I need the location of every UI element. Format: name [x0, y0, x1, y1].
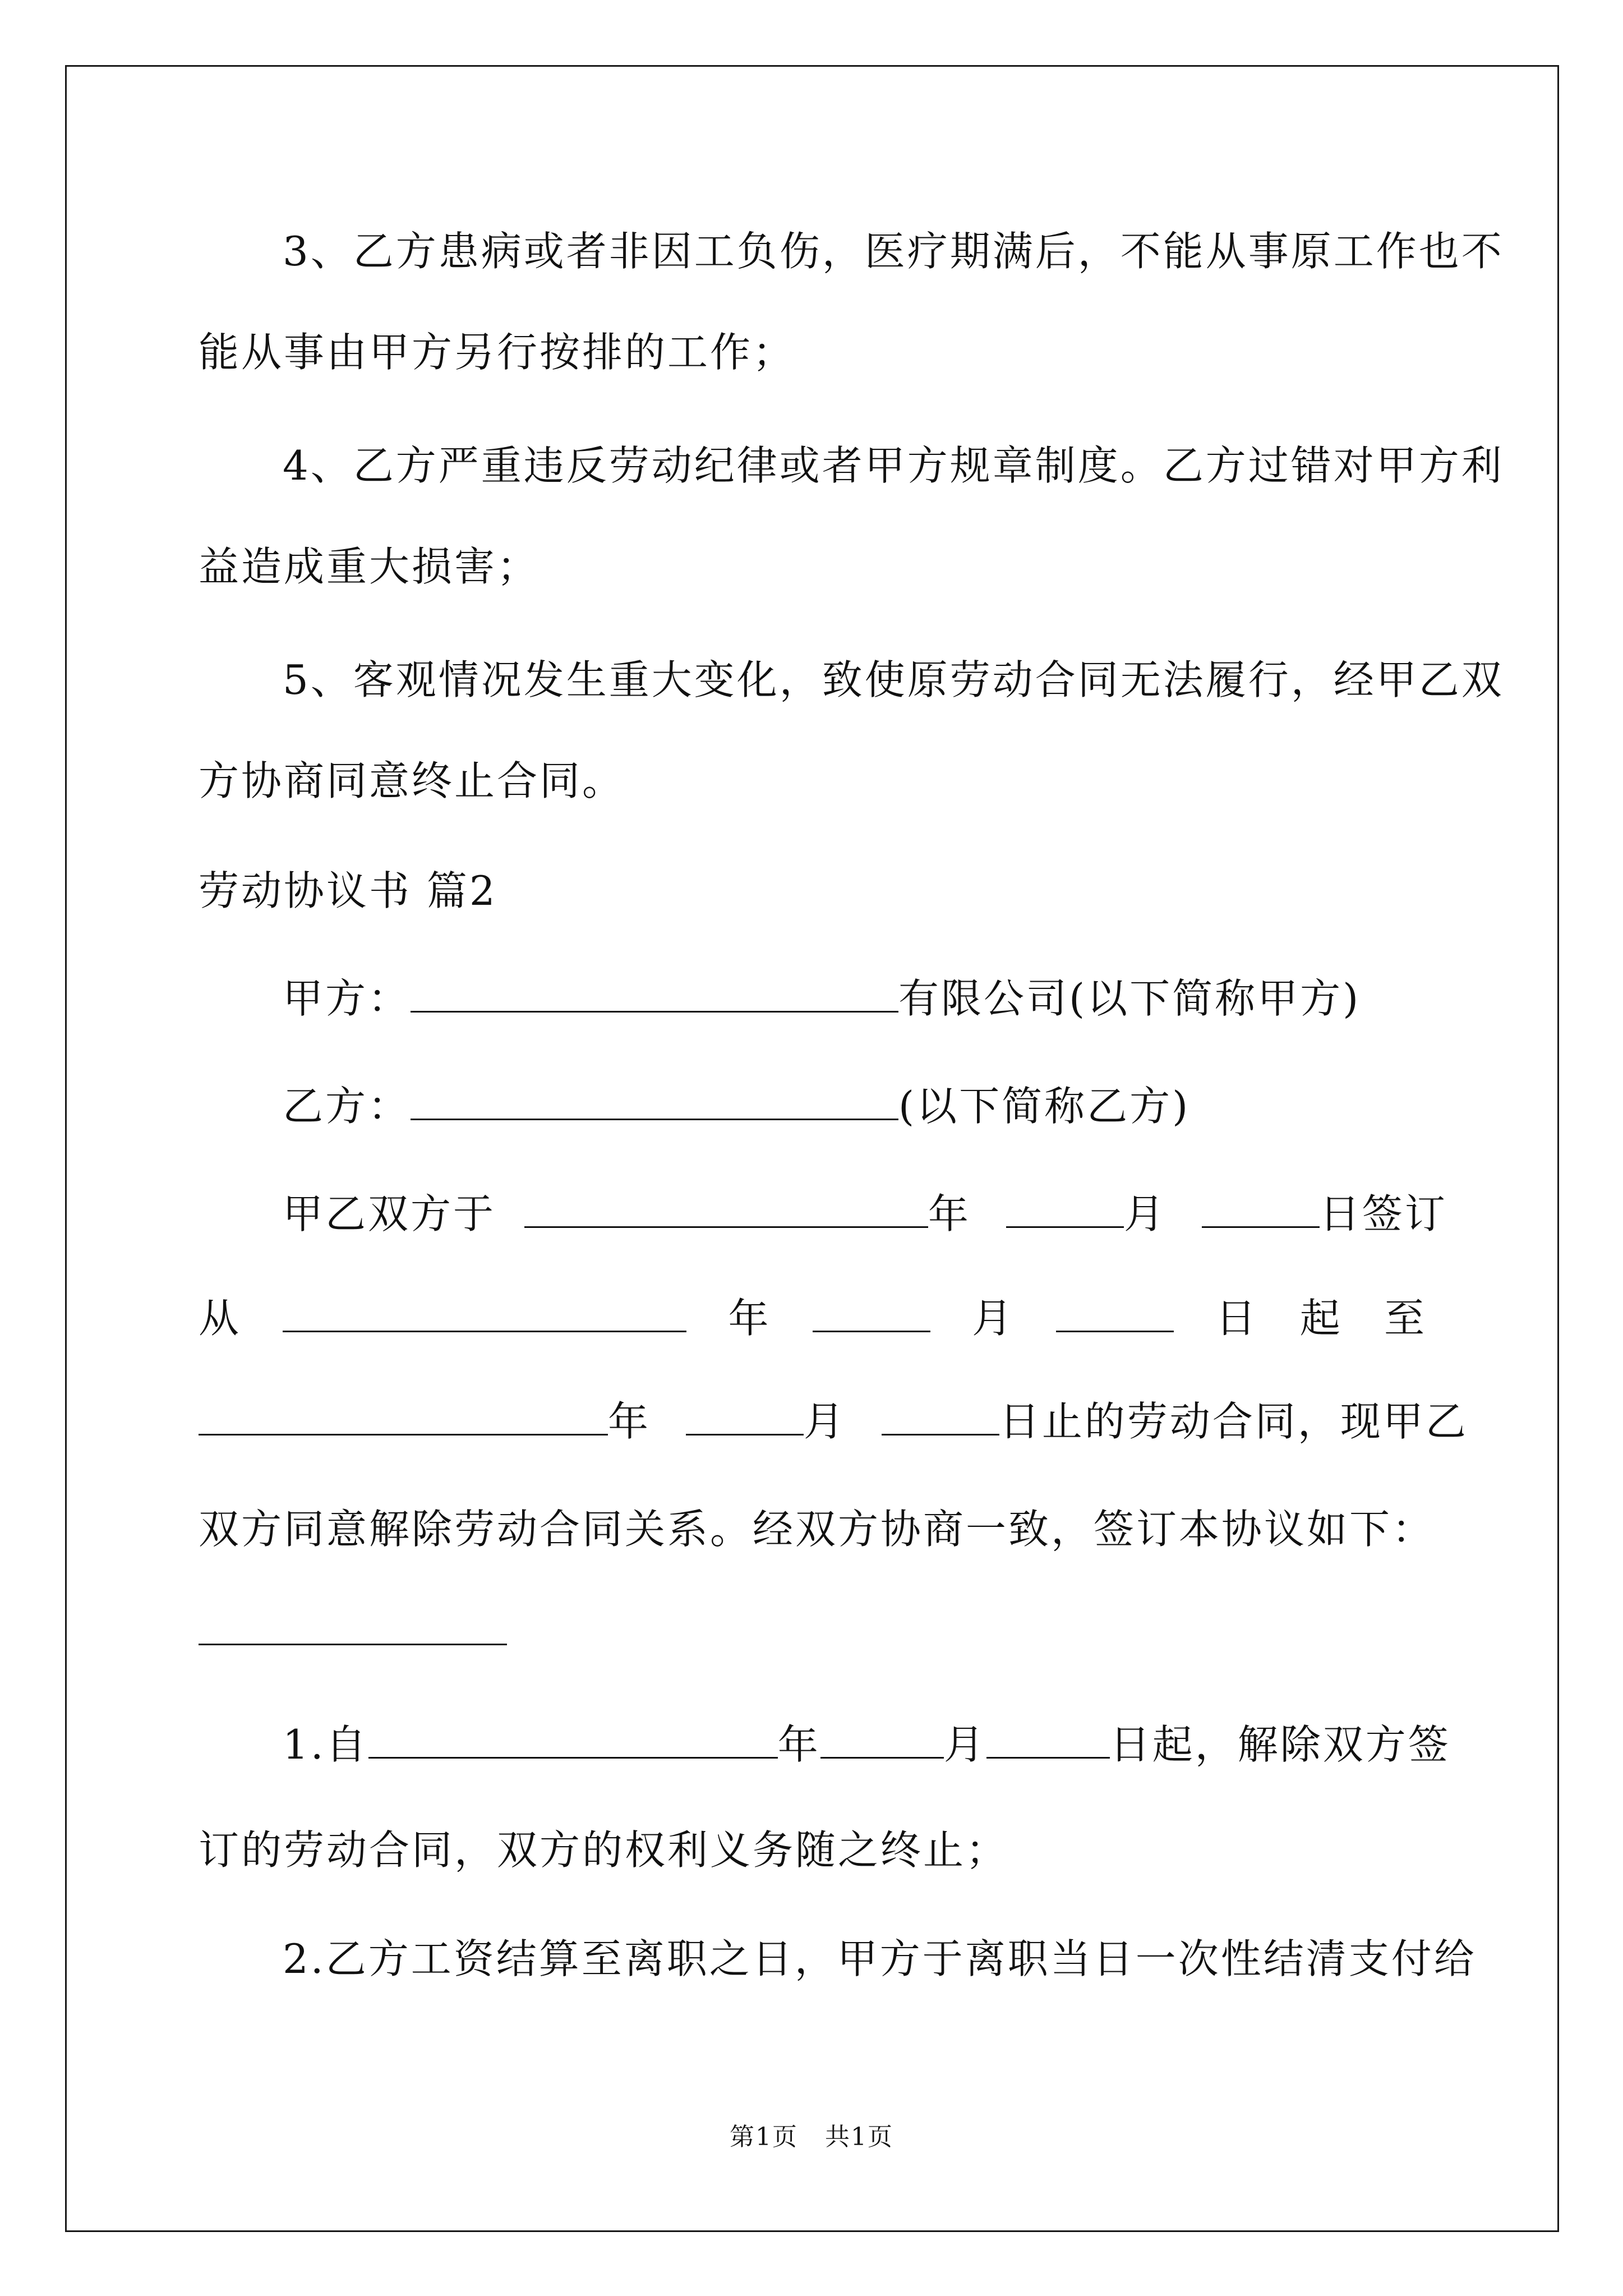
sign-year-field[interactable] — [524, 1191, 928, 1228]
paragraph-3-line-2: 能从事由甲方另行按排的工作； — [199, 329, 796, 376]
until-rest-text: 日止的劳动合同，现甲乙 — [999, 1398, 1468, 1445]
party-b-suffix: (以下简称乙方) — [898, 1083, 1191, 1130]
paragraph-5-line-2: 方协商同意终止合同。 — [199, 757, 625, 804]
party-b-line — [199, 1078, 1511, 1134]
blank-separator-line — [199, 1603, 1427, 1659]
page-border — [65, 65, 1559, 2232]
from-day-field[interactable] — [1056, 1296, 1174, 1332]
until-date-line — [199, 1393, 1468, 1450]
item-1-year-field[interactable] — [368, 1722, 778, 1759]
item-1-month-label: 月 — [943, 1721, 986, 1768]
section-heading: 劳动协议书 篇2 — [199, 867, 497, 914]
sign-month-field[interactable] — [1006, 1191, 1124, 1228]
party-a-label: 甲方： — [283, 975, 411, 1022]
sign-day-label: 日签订 — [1319, 1190, 1447, 1237]
item-1-line-1 — [199, 1717, 1511, 1773]
until-day-field[interactable] — [882, 1399, 999, 1435]
paragraph-4-line-1: 4、乙方严重违反劳动纪律或者甲方规章制度。乙方过错对甲方利 — [283, 442, 1504, 489]
sign-date-line — [199, 1186, 1511, 1242]
from-day-label: 日 — [1215, 1295, 1258, 1342]
sign-date-prefix: 甲乙双方于 — [283, 1190, 496, 1237]
until-year-label: 年 — [608, 1398, 651, 1445]
item-1-day-field[interactable] — [986, 1722, 1110, 1759]
separator-blank-field[interactable] — [199, 1609, 507, 1645]
from-qi-label: 起 — [1299, 1295, 1343, 1342]
until-year-field[interactable] — [199, 1399, 608, 1435]
item-2-line-1: 2.乙方工资结算至离职之日，甲方于离职当日一次性结清支付给 — [283, 1935, 1477, 1982]
from-year-field[interactable] — [283, 1296, 686, 1332]
paragraph-5-line-1: 5、客观情况发生重大变化，致使原劳动合同无法履行，经甲乙双 — [283, 656, 1504, 703]
sign-day-field[interactable] — [1202, 1191, 1320, 1228]
from-month-label: 月 — [971, 1295, 1015, 1342]
paragraph-4-line-2: 益造成重大损害； — [199, 543, 540, 590]
from-month-field[interactable] — [813, 1296, 930, 1332]
item-1-year-label: 年 — [777, 1721, 820, 1768]
from-year-label: 年 — [728, 1295, 771, 1342]
sign-month-label: 月 — [1123, 1190, 1166, 1237]
page-total: 共1页 — [824, 2123, 893, 2151]
party-b-name-field[interactable] — [411, 1084, 898, 1120]
agreement-intro-line: 双方同意解除劳动合同关系。经双方协商一致，签订本协议如下： — [199, 1506, 1435, 1553]
page-number: 第1页 — [730, 2123, 799, 2151]
item-1-prefix: 1.自 — [283, 1721, 368, 1768]
from-zhi-label: 至 — [1384, 1295, 1427, 1342]
item-1-rest-text: 日起，解除双方签 — [1109, 1721, 1451, 1768]
paragraph-3-line-1: 3、乙方患病或者非因工负伤，医疗期满后，不能从事原工作也不 — [283, 228, 1504, 275]
until-month-label: 月 — [803, 1398, 846, 1445]
page-footer — [0, 2120, 1623, 2154]
sign-year-label: 年 — [928, 1190, 971, 1237]
item-1-month-field[interactable] — [820, 1722, 944, 1759]
party-a-name-field[interactable] — [411, 976, 898, 1013]
party-a-suffix: 有限公司(以下简称甲方) — [898, 975, 1361, 1022]
party-b-label: 乙方： — [283, 1083, 411, 1130]
from-label: 从 — [199, 1295, 242, 1342]
party-a-line — [199, 970, 1511, 1027]
until-month-field[interactable] — [686, 1399, 804, 1435]
from-date-line — [199, 1290, 1427, 1346]
item-1-line-2: 订的劳动合同，双方的权利义务随之终止； — [199, 1826, 1009, 1874]
